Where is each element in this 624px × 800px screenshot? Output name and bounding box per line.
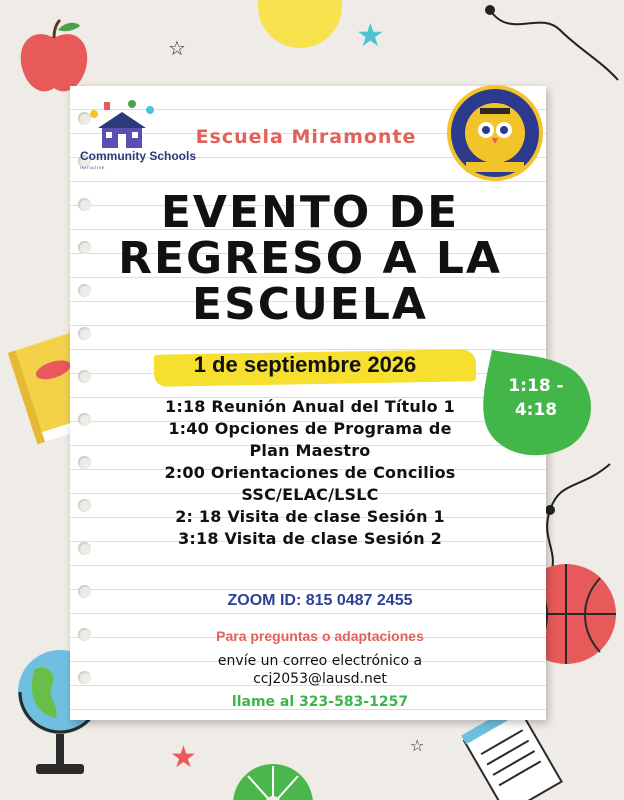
school-name: Escuela Miramonte: [195, 126, 417, 148]
star-icon: ★: [170, 740, 197, 775]
community-schools-logo-text: Community Schools INITIATIVE: [80, 149, 197, 170]
phone-contact: llame al 323-583-1257: [231, 694, 409, 710]
schedule-item: 2:00 Orientaciones de Concilios: [164, 463, 456, 482]
event-date: 1 de septiembre 2026: [193, 352, 417, 377]
schedule-item: Plan Maestro: [249, 441, 371, 460]
protractor-icon: [228, 726, 318, 800]
squiggle-line-icon: [430, 0, 620, 90]
schedule-item: 2: 18 Visita de clase Sesión 1: [175, 507, 445, 526]
event-time: 1:18 - 4:18: [508, 376, 564, 420]
event-title: EVENTO DE REGRESO A LA ESCUELA: [118, 187, 502, 330]
star-outline-icon: ☆: [168, 36, 186, 60]
binder-holes: [78, 112, 92, 714]
owl-badge-icon: [446, 84, 544, 182]
email-contact: [110, 652, 530, 688]
star-outline-icon: ☆: [410, 736, 425, 755]
schedule-item: 1:40 Opciones de Programa de: [168, 419, 452, 438]
zoom-id: ZOOM ID: 815 0487 2455: [227, 592, 413, 609]
schedule-item: 3:18 Visita de clase Sesión 2: [178, 529, 442, 548]
email-address: ccj2053@lausd.net: [253, 671, 387, 687]
sun-icon: [258, 0, 342, 48]
schedule-list: [110, 396, 510, 550]
email-prompt: envíe un correo electrónico a: [217, 653, 423, 669]
schedule-item: 1:18 Reunión Anual del Título 1: [165, 397, 455, 416]
questions-heading: Para preguntas o adaptaciones: [216, 628, 424, 644]
star-icon: ★: [356, 16, 385, 54]
schedule-item: SSC/ELAC/LSLC: [241, 485, 379, 504]
